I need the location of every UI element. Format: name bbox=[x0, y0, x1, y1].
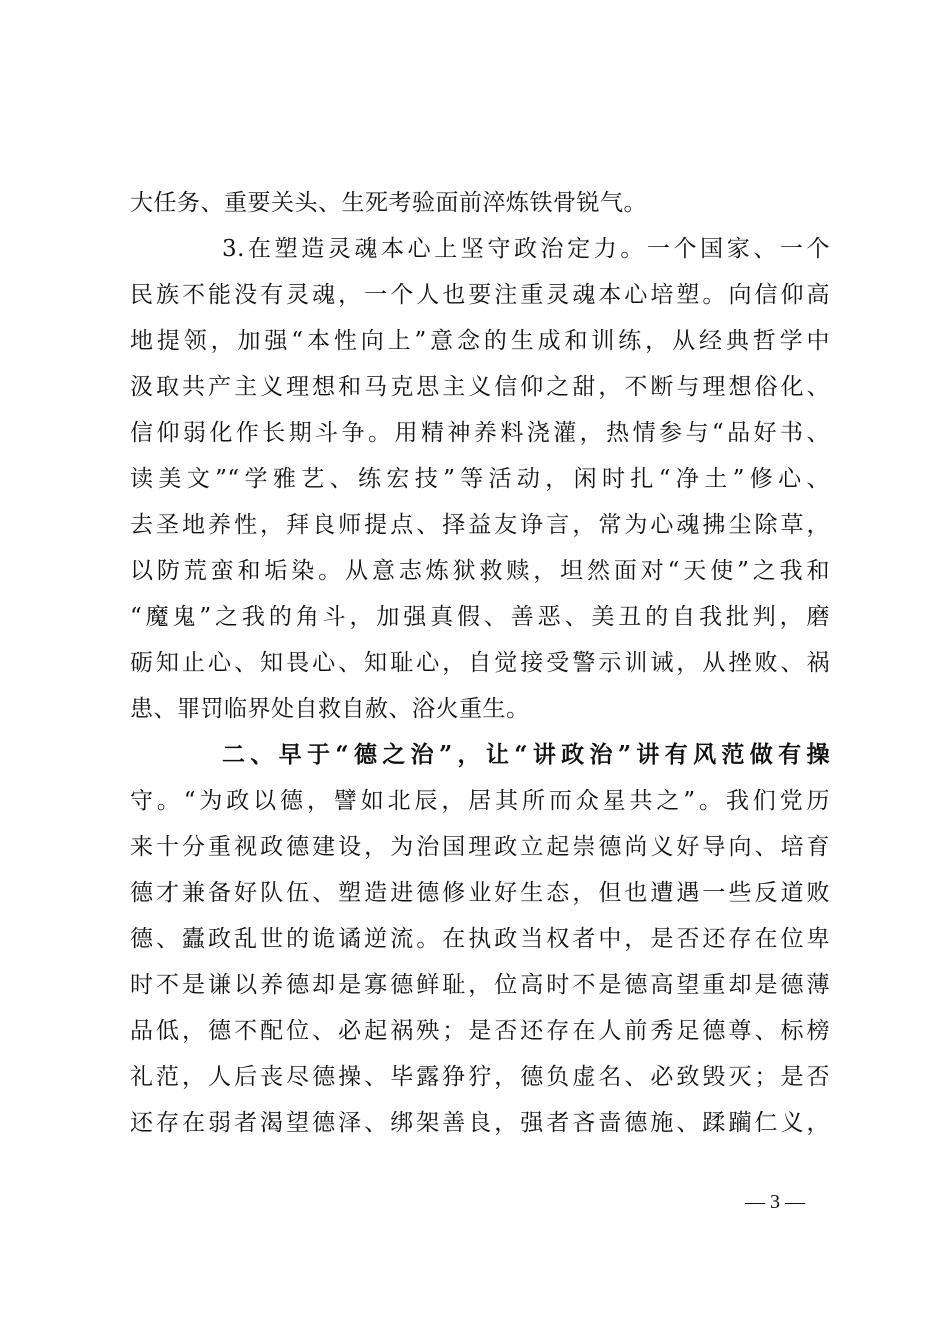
text-line-11: 砺知止心、知畏心、知耻心，自觉接受警示训诫，从挫败、祸 bbox=[130, 650, 830, 676]
text-line-2: 3.在塑造灵魂本心上坚守政治定力。一个国家、一个 bbox=[222, 236, 830, 262]
text-line-9: 以防荒蛮和垢染。从意志炼狱救赎，坦然面对“天使”之我和 bbox=[130, 558, 830, 584]
section-heading-line: 二、早于“德之治”，让“讲政治”讲有风范做有操 bbox=[222, 741, 830, 768]
page-number: — 3 — bbox=[745, 1191, 805, 1213]
text-line-18: 时不是谦以养德却是寡德鲜耻，位高时不是德高望重却是德薄 bbox=[130, 972, 830, 998]
text-line-12: 患、罪罚临界处自救自赦、浴火重生。 bbox=[130, 696, 530, 722]
text-line-19: 品低，德不配位、必起祸殃；是否还存在人前秀足德尊、标榜 bbox=[130, 1018, 830, 1044]
text-line-5: 汲取共产主义理想和马克思主义信仰之甜，不断与理想俗化、 bbox=[130, 374, 830, 400]
text-line-21: 还存在弱者渴望德泽、绑架善良，强者吝啬德施、蹂躏仁义， bbox=[130, 1110, 830, 1136]
text-line-1: 大任务、重要关头、生死考验面前淬炼铁骨锐气。 bbox=[130, 190, 647, 216]
text-line-17: 德、蠹政乱世的诡谲逆流。在执政当权者中，是否还存在位卑 bbox=[130, 926, 830, 952]
text-line-10: “魔鬼”之我的角斗，加强真假、善恶、美丑的自我批判，磨 bbox=[130, 604, 830, 630]
text-line-8: 去圣地养性，拜良师提点、择益友诤言，常为心魂拂尘除草， bbox=[130, 512, 830, 538]
text-line-20: 礼范，人后丧尽德操、毕露狰狞，德负虚名、必致毁灭；是否 bbox=[130, 1064, 830, 1090]
text-line-7: 读美文”“学雅艺、练宏技”等活动，闲时扎“净土”修心、 bbox=[130, 466, 830, 492]
text-line-3: 民族不能没有灵魂，一个人也要注重灵魂本心培塑。向信仰高 bbox=[130, 282, 830, 308]
text-line-4: 地提领，加强“本性向上”意念的生成和训练，从经典哲学中 bbox=[130, 328, 830, 354]
text-line-16: 德才兼备好队伍、塑造进德修业好生态，但也遭遇一些反道败 bbox=[130, 880, 830, 906]
text-line-15: 来十分重视政德建设，为治国理政立起崇德尚义好导向、培育 bbox=[130, 834, 830, 860]
text-line-14: 守。“为政以德，譬如北辰，居其所而众星共之”。我们党历 bbox=[130, 788, 830, 814]
page-body bbox=[130, 180, 830, 1146]
text-line-6: 信仰弱化作长期斗争。用精神养料浇灌，热情参与“品好书、 bbox=[130, 420, 830, 446]
